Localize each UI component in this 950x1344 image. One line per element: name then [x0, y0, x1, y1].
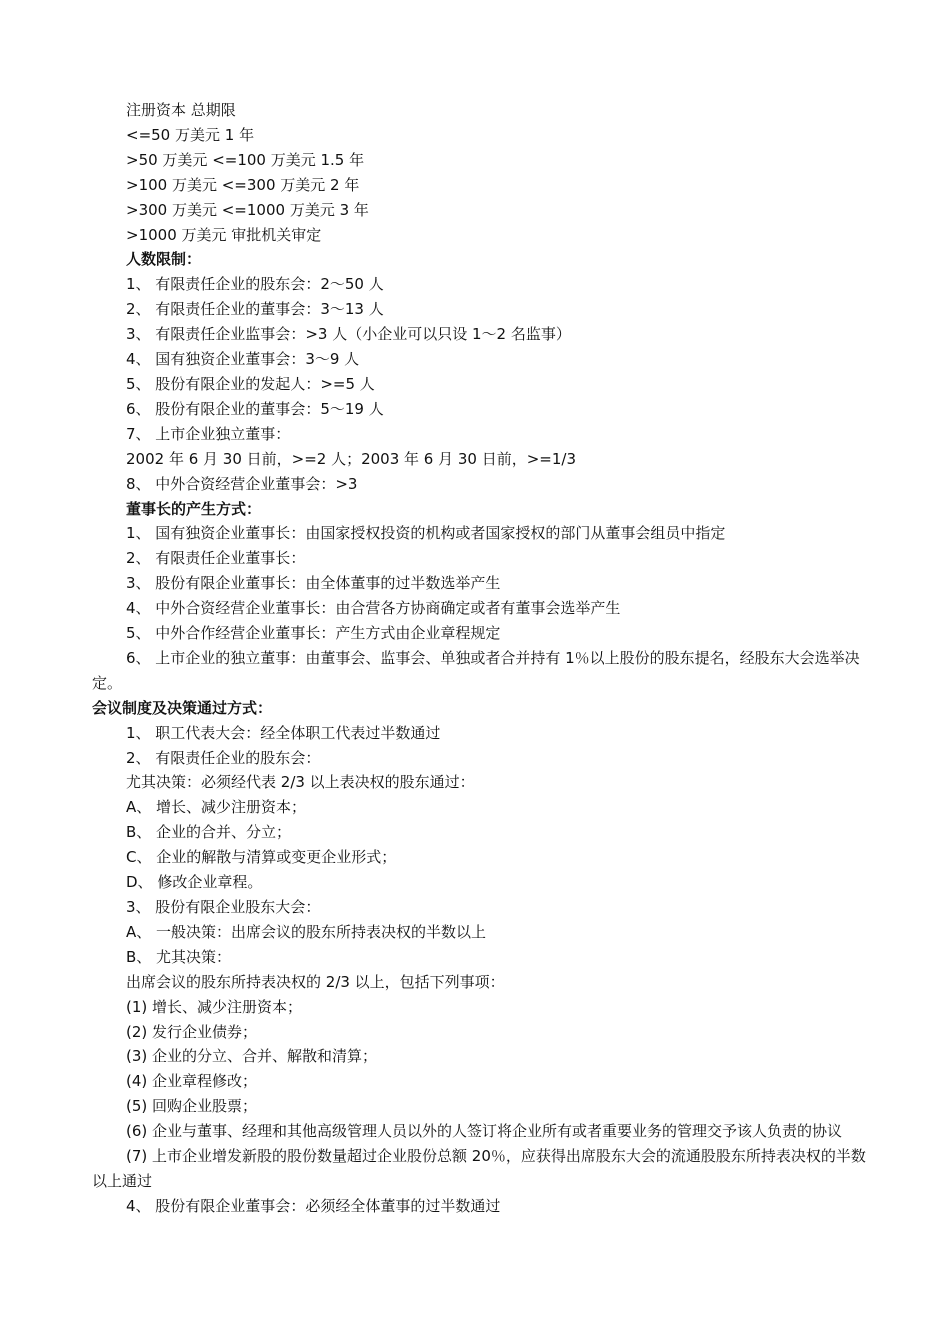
duration-row: >1000 万美元 审批机关审定 — [126, 225, 322, 244]
chairman-item: 2、 有限责任企业董事长： — [126, 549, 306, 568]
meeting-item: B、 企业的合并、分立； — [126, 823, 292, 842]
meeting-item: (3) 企业的分立、合并、解散和清算； — [126, 1047, 378, 1066]
meeting-item: 1、 职工代表大会：经全体职工代表过半数通过 — [126, 723, 441, 742]
headcount-item: 1、 有限责任企业的股东会：2～50 人 — [126, 275, 384, 294]
meeting-item: (4) 企业章程修改； — [126, 1072, 258, 1091]
headcount-item: 6、 股份有限企业的董事会：5～19 人 — [126, 399, 384, 418]
headcount-item: 4、 国有独资企业董事会：3～9 人 — [126, 350, 360, 369]
meeting-item: (2) 发行企业债券； — [126, 1022, 258, 1041]
duration-header: 注册资本 总期限 — [126, 101, 236, 119]
duration-row: >100 万美元 <=300 万美元 2 年 — [126, 175, 360, 194]
duration-row: <=50 万美元 1 年 — [126, 125, 255, 144]
meeting-item: C、 企业的解散与清算或变更企业形式； — [126, 848, 397, 867]
duration-row: >300 万美元 <=1000 万美元 3 年 — [126, 200, 369, 219]
meeting-item: (1) 增长、减少注册资本； — [126, 997, 303, 1016]
meeting-item: 出席会议的股东所持表决权的 2/3 以上，包括下列事项： — [126, 972, 505, 991]
headcount-item: 7、 上市企业独立董事： — [126, 424, 291, 443]
headcount-item: 8、 中外合资经营企业董事会：>3 — [126, 474, 358, 493]
chairman-item: 4、 中外合资经营企业董事长：由合营各方协商确定或者有董事会选举产生 — [126, 599, 621, 618]
meeting-item: A、 一般决策：出席会议的股东所持表决权的半数以上 — [126, 922, 487, 941]
meeting-item: D、 修改企业章程。 — [126, 873, 263, 892]
headcount-item-detail: 2002 年 6 月 30 日前，>=2 人；2003 年 6 月 30 日前，>=1/3 — [126, 449, 577, 468]
meeting-item: 3、 股份有限企业股东大会： — [126, 898, 321, 916]
headcount-item: 2、 有限责任企业的董事会：3～13 人 — [126, 300, 384, 319]
headcount-item: 3、 有限责任企业监事会：>3 人（小企业可以只设 1～2 名监事） — [126, 325, 571, 344]
meeting-item-paragraph: (7) 上市企业增发新股的股份数量超过企业股份总额 20％，应获得出席股东大会的流通股股东所持表决权的半数以上通过 — [92, 1147, 866, 1190]
chairman-heading: 董事长的产生方式： — [126, 499, 262, 518]
chairman-item: 1、 国有独资企业董事长：由国家授权投资的机构或者国家授权的部门从董事会组员中指定 — [126, 524, 726, 543]
meeting-item: 尤其决策：必须经代表 2/3 以上表决权的股东通过： — [126, 773, 475, 792]
meeting-item-paragraph: (6) 企业与董事、经理和其他高级管理人员以外的人签订将企业所有或者重要业务的管理交予该人负责的协议 — [126, 1122, 843, 1141]
chairman-item: 5、 中外合作经营企业董事长：产生方式由企业章程规定 — [126, 624, 501, 643]
chairman-item: 3、 股份有限企业董事长：由全体董事的过半数选举产生 — [126, 574, 501, 593]
chairman-item-paragraph: 6、 上市企业的独立董事：由董事会、监事会、单独或者合并持有 1％以上股份的股东提名，经股东大会选举决定。 — [92, 648, 860, 692]
meeting-item: A、 增长、减少注册资本； — [126, 798, 307, 817]
meeting-item: (5) 回购企业股票； — [126, 1097, 258, 1116]
headcount-item: 5、 股份有限企业的发起人：>=5 人 — [126, 374, 375, 393]
meeting-item: B、 尤其决策： — [126, 947, 232, 966]
document-page — [92, 98, 872, 1219]
meeting-item: 4、 股份有限企业董事会：必须经全体董事的过半数通过 — [126, 1196, 501, 1215]
meeting-heading: 会议制度及决策通过方式： — [92, 698, 273, 717]
headcount-heading: 人数限制： — [126, 250, 202, 269]
duration-row: >50 万美元 <=100 万美元 1.5 年 — [126, 150, 365, 169]
meeting-item: 2、 有限责任企业的股东会： — [126, 748, 321, 767]
